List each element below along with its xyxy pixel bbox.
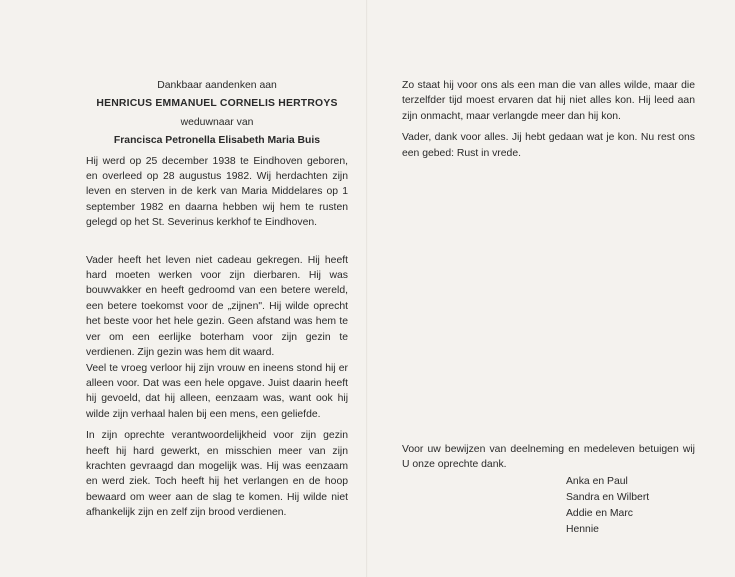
left-page xyxy=(86,78,348,521)
signer: Addie en Marc xyxy=(566,508,633,519)
deceased-name: HENRICUS EMMANUEL CORNELIS HERTROYS xyxy=(96,98,338,110)
thank-you-paragraph: Voor uw bewijzen van deelneming en medeleven betuigen wij U onze oprechte dank. xyxy=(402,444,695,471)
card-heading: Dankbaar aandenken aan xyxy=(157,80,277,91)
tribute-paragraph-2: Veel te vroeg verloor hij zijn vrouw en ineens stond hij er alleen voor. Dat was een hele opgave. Juist daarin heeft hij gevoeld, dat hij alleen, eenzaam was, want ook hij wilde zijn verhaal halen bij een mens, een geliefde. xyxy=(86,362,348,420)
right-page xyxy=(402,78,695,161)
card-fold xyxy=(366,0,368,577)
tribute-paragraph-1: Vader heeft het leven niet cadeau gekregen. Hij heeft hard moeten werken voor zijn dierbaren. Hij was bouwvakker en heeft gedroomd van een betere wereld, een betere toekomst voor de „zijnen". Hij wilde oprecht het beste voor het hele gezin. Geen afstand was hem te ver om een eerlijke boterham voor zijn gezin te verdienen. Zijn gezin was hem dit waard. xyxy=(86,254,348,359)
reflection-paragraph: Zo staat hij voor ons als een man die van alles wilde, maar die terzelfder tijd moest ervaren dat hij niet alles kon. Hij leed aan zijn onmacht, maar verlangde meer dan hij kon. xyxy=(402,80,695,122)
signer: Anka en Paul xyxy=(566,476,628,487)
spouse-name: Francisca Petronella Elisabeth Maria Buis xyxy=(113,135,321,147)
farewell-paragraph: Vader, dank voor alles. Jij hebt gedaan wat je kon. Nu rest ons een gebed: Rust in vrede. xyxy=(402,132,695,159)
signer: Sandra en Wilbert xyxy=(566,492,650,503)
signers-list xyxy=(566,474,649,538)
biography-intro: Hij werd op 25 december 1938 te Eindhoven geboren, en overleed op 28 augustus 1982. Wij herdachten zijn leven en sterven in de kerk van Maria Middelares op 1 september 1982 en daarna hebben wij hem te rusten gelegd op het St. Severinus kerkhof te Eindhoven. xyxy=(86,155,348,229)
signer: Hennie xyxy=(566,524,599,535)
tribute-paragraph-3: In zijn oprechte verantwoordelijkheid voor zijn gezin heeft hij hard gewerkt, en misschien meer van zijn krachten gevraagd dan mogelijk was. Hij was eenzaam en werd ziek. Toch heeft hij het verlangen en de hoop bewaard om weer aan de slag te komen. Hij wilde niet afhankelijk zijn en zelf zijn brood verdienen. xyxy=(86,430,348,519)
thank-you-text xyxy=(402,442,695,473)
relation-label: weduwnaar van xyxy=(180,116,254,128)
